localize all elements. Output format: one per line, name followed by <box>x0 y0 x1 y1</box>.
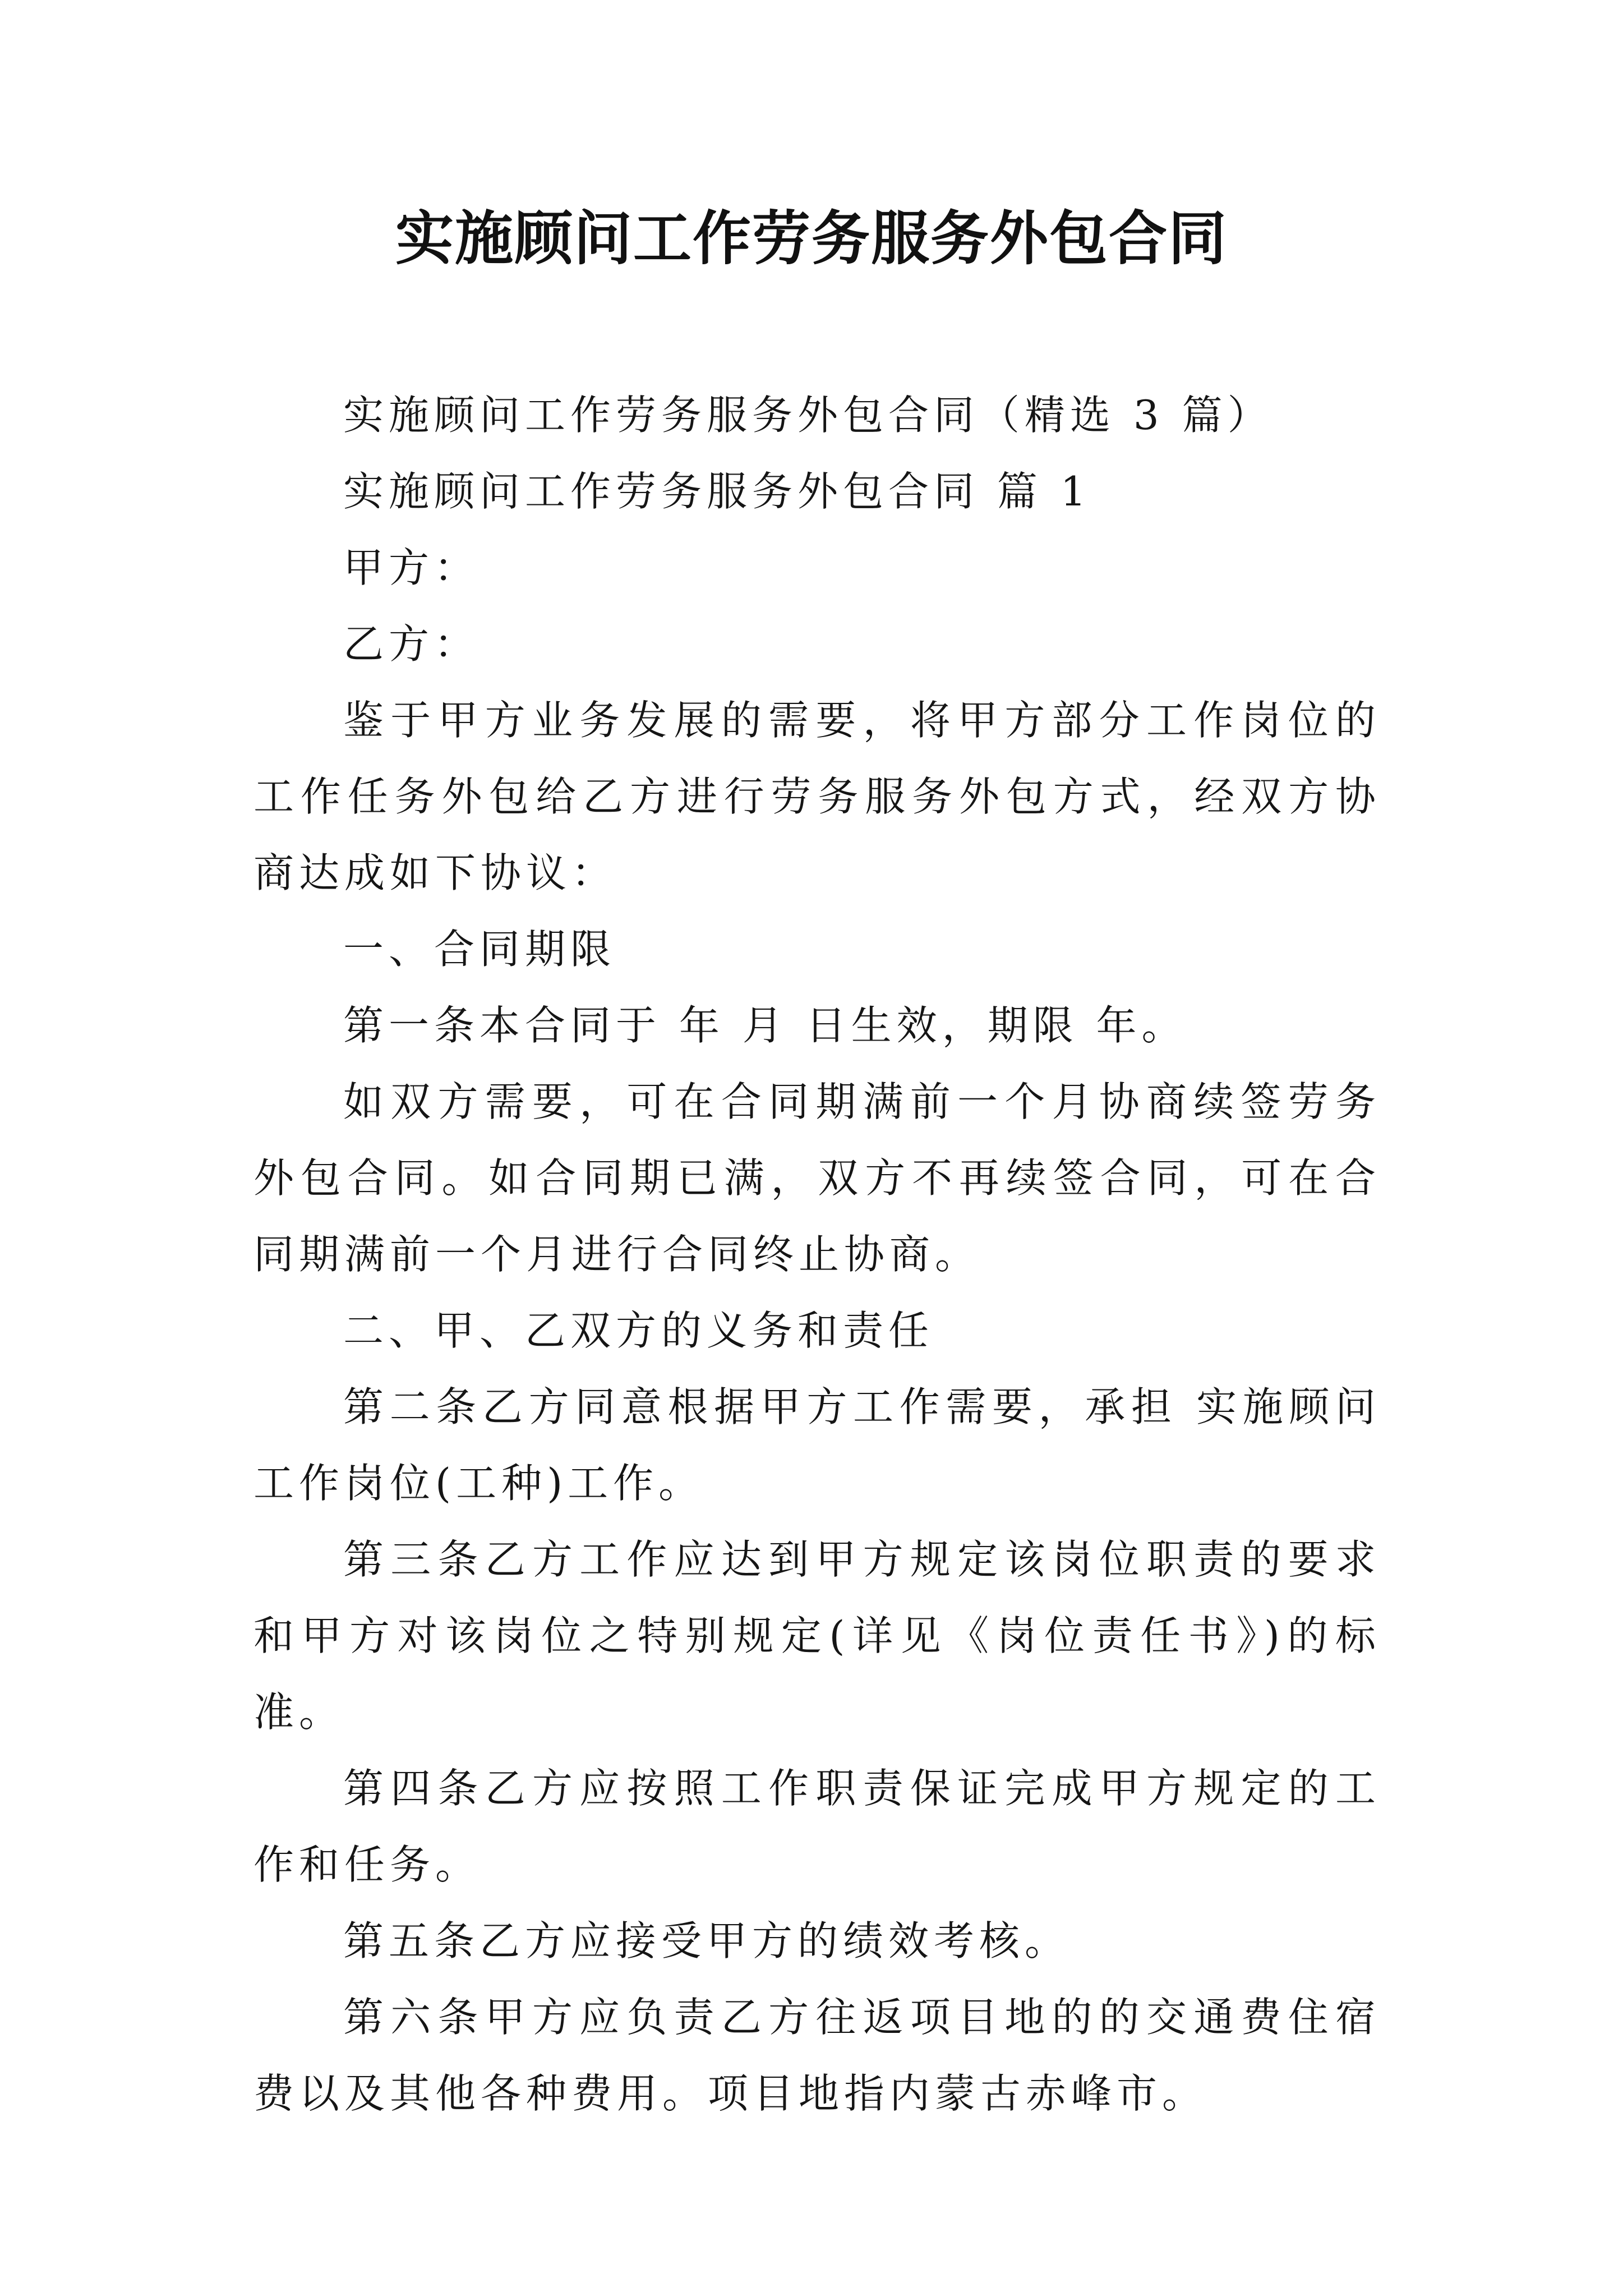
document-title: 实施顾问工作劳务服务外包合同 <box>395 204 1228 273</box>
paragraph-article-2: 第二条乙方同意根据甲方工作需要，承担 实施顾问工作岗位(工种)工作。 <box>253 1383 1381 1507</box>
paragraph-article-6: 第六条甲方应负责乙方往返项目地的的交通费住宿费以及其他各种费用。项目地指内蒙古赤峰市。 <box>253 1994 1381 2117</box>
paragraph-article-5: 第五条乙方应接受甲方的绩效考核。 <box>343 1917 1071 1964</box>
paragraph-article-1: 第一条本合同于 年 月 日生效，期限 年。 <box>343 1002 1187 1049</box>
paragraph-renewal: 如双方需要，可在合同期满前一个月协商续签劳务外包合同。如合同期已满，双方不再续签合同，可在合同期满前一个月进行合同终止协商。 <box>253 1078 1381 1278</box>
paragraph-subtitle: 实施顾问工作劳务服务外包合同（精选 3 篇） <box>343 392 1273 439</box>
paragraph-heading-obligations: 二、甲、乙双方的义务和责任 <box>343 1307 934 1354</box>
paragraph-party-a: 甲方： <box>343 544 480 591</box>
paragraph-section-heading: 实施顾问工作劳务服务外包合同 篇 1 <box>343 468 1091 515</box>
paragraph-party-b: 乙方： <box>343 620 480 668</box>
paragraph-article-4: 第四条乙方应按照工作职责保证完成甲方规定的工作和任务。 <box>253 1765 1381 1888</box>
paragraph-article-3: 第三条乙方工作应达到甲方规定该岗位职责的要求和甲方对该岗位之特别规定(详见《岗位责任书》)的标准。 <box>253 1536 1381 1736</box>
paragraph-preamble: 鉴于甲方业务发展的需要，将甲方部分工作岗位的工作任务外包给乙方进行劳务服务外包方式，经双方协商达成如下协议： <box>253 697 1381 896</box>
document-body <box>253 377 1381 2132</box>
paragraph-heading-term: 一、合同期限 <box>343 926 616 973</box>
